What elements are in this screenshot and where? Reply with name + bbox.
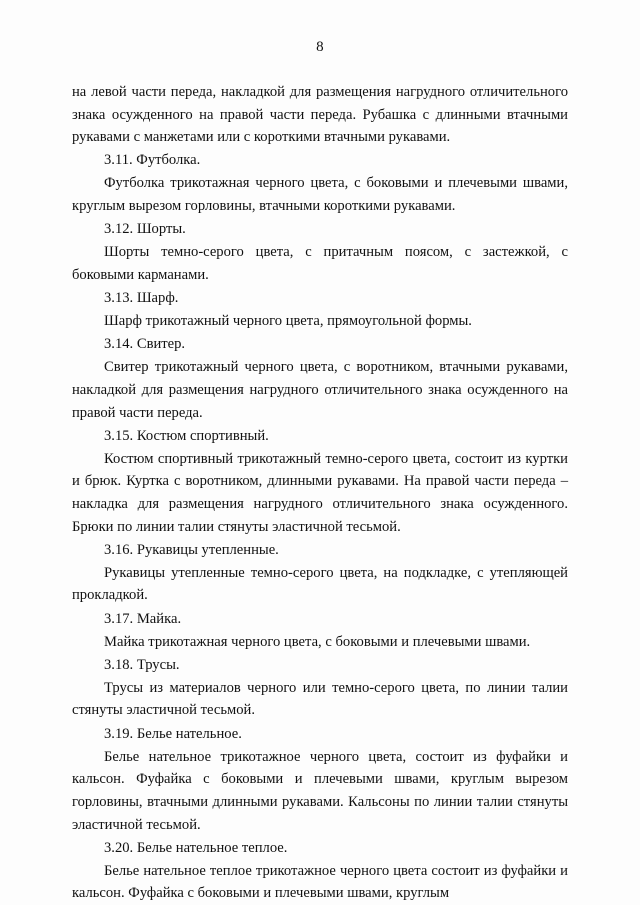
page-number: 8: [316, 39, 324, 55]
paragraph: 3.17. Майка.: [104, 610, 182, 627]
paragraph: 3.15. Костюм спортивный.: [104, 427, 269, 444]
paragraph: Футболка трикотажная черного цвета, с боковыми и плечевыми швами, круглым вырезом горловины, втачными короткими рукавами.: [72, 175, 568, 215]
paragraph: 3.18. Трусы.: [104, 656, 180, 673]
paragraph: Шарф трикотажный черного цвета, прямоугольной формы.: [104, 313, 472, 330]
paragraph: 3.16. Рукавицы утепленные.: [104, 541, 279, 558]
paragraph: Шорты темно-серого цвета, с притачным поясом, с застежкой, с боковыми карманами.: [72, 244, 568, 283]
paragraph: на левой части переда, накладкой для размещения нагрудного отличительного знака осужденного на правой части переда. Рубашка с длинными втачными рукавами с манжетами или с короткими втачными рукавами.: [72, 84, 568, 146]
paragraph: Свитер трикотажный черного цвета, с воротником, втачными рукавами, накладкой для размещения нагрудного отличительного знака осужденного на правой части переда.: [72, 359, 568, 421]
paragraph: 3.14. Свитер.: [104, 336, 186, 353]
paragraph: Майка трикотажная черного цвета, с боковыми и плечевыми швами.: [104, 633, 531, 650]
document-body: [72, 81, 568, 905]
paragraph: 3.19. Белье нательное.: [104, 725, 242, 742]
paragraph: Трусы из материалов черного или темно-серого цвета, по линии талии стянуты эластичной тесьмой.: [72, 679, 568, 719]
paragraph: 3.12. Шорты.: [104, 221, 186, 238]
paragraph: 3.13. Шарф.: [104, 289, 179, 306]
paragraph: Костюм спортивный трикотажный темно-серого цвета, состоит из куртки и брюк. Куртка с воротником, длинными рукавами. На правой части переда – накладка для размещения нагрудного отличительного знака осужденного. Брюки по линии талии стянуты эластичной тесьмой.: [72, 450, 568, 535]
paragraph: Рукавицы утепленные темно-серого цвета, на подкладке, с утепляющей прокладкой.: [72, 564, 568, 604]
paragraph: 3.11. Футболка.: [104, 152, 201, 169]
paragraph: Белье нательное трикотажное черного цвета, состоит из фуфайки и кальсон. Фуфайка с боковыми и плечевыми швами, круглым вырезом горловины, втачными длинными рукавами. Кальсоны по линии талии стянуты эластичной тесьмой.: [72, 748, 568, 833]
paragraph: Белье нательное теплое трикотажное черного цвета состоит из фуфайки и кальсон. Фуфайка с боковыми и плечевыми швами, круглым: [72, 862, 568, 902]
paragraph: 3.20. Белье нательное теплое.: [104, 839, 288, 856]
